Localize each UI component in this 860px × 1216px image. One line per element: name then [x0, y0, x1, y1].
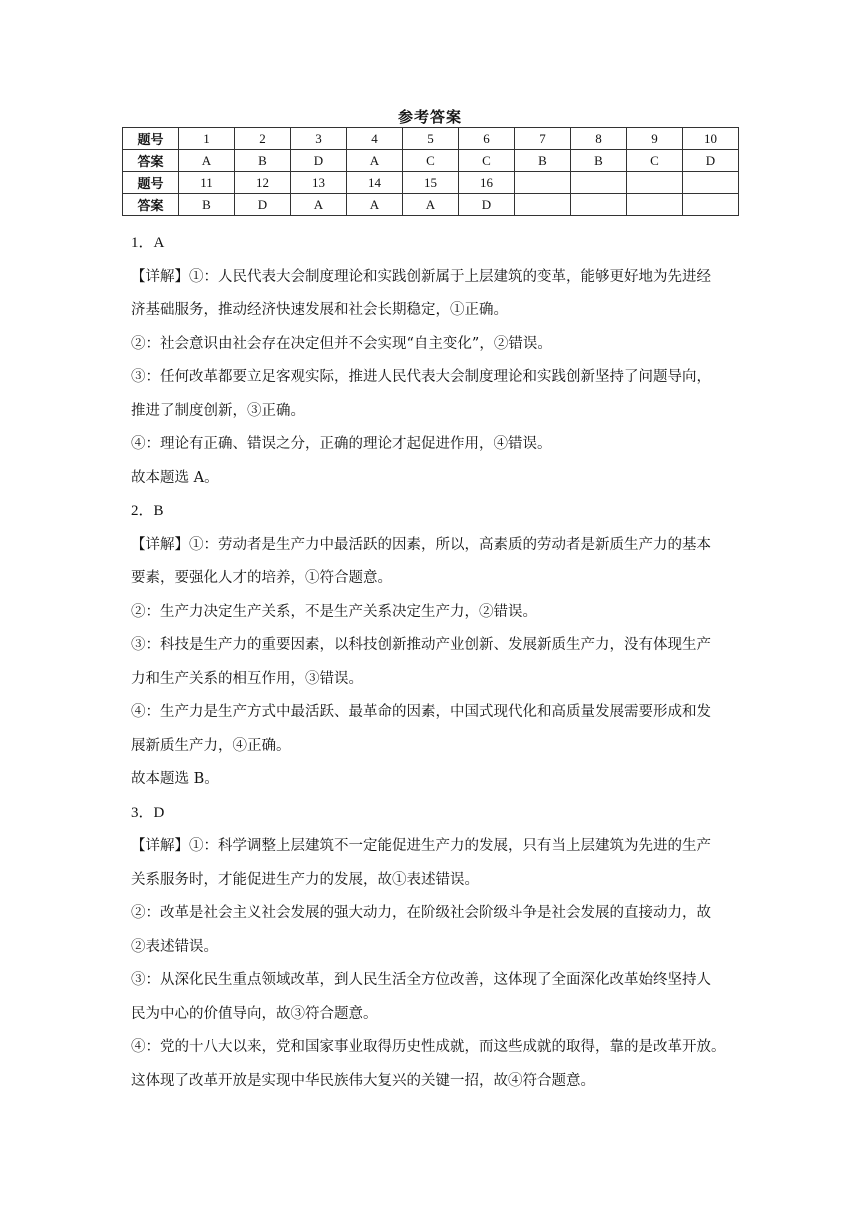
table-cell: 9: [627, 128, 683, 150]
explanation-line: 关系服务时，才能促进生产力的发展，故①表述错误。: [131, 871, 479, 888]
explanation-line: 故本题选 B。: [131, 771, 219, 787]
question-number: 1．A: [131, 235, 165, 251]
table-cell: [571, 194, 627, 216]
table-cell: A: [179, 150, 235, 172]
table-cell: 6: [459, 128, 515, 150]
table-cell: [571, 172, 627, 194]
table-cell: 12: [235, 172, 291, 194]
table-cell: 4: [347, 128, 403, 150]
explanation-line: 【详解】①：人民代表大会制度理论和实践创新属于上层建筑的变革，能够更好地为先进经: [131, 268, 711, 285]
table-cell: B: [235, 150, 291, 172]
explanation-line: 民为中心的价值导向，故③符合题意。: [131, 1005, 378, 1022]
table-cell: 13: [291, 172, 347, 194]
explanation-line: 力和生产关系的相互作用，③错误。: [131, 670, 363, 687]
table-cell: A: [403, 194, 459, 216]
table-cell: 2: [235, 128, 291, 150]
explanation-line: 【详解】①：科学调整上层建筑不一定能促进生产力的发展，只有当上层建筑为先进的生产: [131, 838, 711, 854]
table-cell: [515, 172, 571, 194]
table-row: [123, 150, 739, 172]
table-cell: 5: [403, 128, 459, 150]
explanation-line: ④：党的十八大以来，党和国家事业取得历史性成就，而这些成就的取得，靠的是改革开放。: [131, 1039, 726, 1055]
table-cell: 16: [459, 172, 515, 194]
table-cell: B: [179, 194, 235, 216]
explanation-line: 【详解】①：劳动者是生产力中最活跃的因素，所以，高素质的劳动者是新质生产力的基本: [131, 536, 711, 553]
explanation-line: ②：社会意识由社会存在决定但并不会实现“自主变化”，②错误。: [131, 335, 552, 352]
row-header: 答案: [123, 150, 179, 172]
table-row: [123, 172, 739, 194]
table-cell: C: [403, 150, 459, 172]
row-header: 题号: [123, 172, 179, 194]
table-cell: D: [291, 150, 347, 172]
table-cell: 8: [571, 128, 627, 150]
table-cell: 1: [179, 128, 235, 150]
page-title: 参考答案: [397, 108, 462, 126]
explanation-line: ②：生产力决定生产关系，不是生产关系决定生产力，②错误。: [131, 603, 537, 620]
explanation-line: ④：理论有正确、错误之分，正确的理论才起促进作用，④错误。: [131, 436, 552, 452]
row-header: 答案: [123, 194, 179, 216]
table-row: [123, 194, 739, 216]
explanation-line: ④：生产力是生产方式中最活跃、最革命的因素，中国式现代化和高质量发展需要形成和发: [131, 704, 711, 720]
explanation-line: ②表述错误。: [131, 938, 218, 955]
explanation-line: 推进了制度创新，③正确。: [131, 402, 305, 419]
table-cell: 3: [291, 128, 347, 150]
table-cell: [683, 172, 739, 194]
question-number: 3．D: [131, 804, 165, 821]
explanation-line: ③：从深化民生重点领域改革，到人民生活全方位改善，这体现了全面深化改革始终坚持人: [131, 972, 711, 988]
table-cell: D: [235, 194, 291, 216]
explanation-line: 展新质生产力，④正确。: [131, 737, 291, 754]
table-cell: B: [515, 150, 571, 172]
table-row: [123, 128, 739, 150]
table-cell: A: [347, 194, 403, 216]
explanation-line: 要素，要强化人才的培养，①符合题意。: [131, 570, 392, 586]
table-cell: D: [459, 194, 515, 216]
table-cell: 15: [403, 172, 459, 194]
explanation-line: 这体现了改革开放是实现中华民族伟大复兴的关键一招，故④符合题意。: [131, 1072, 595, 1089]
answer-table: [122, 127, 739, 216]
table-cell: 11: [179, 172, 235, 194]
table-cell: [683, 194, 739, 216]
table-cell: D: [683, 150, 739, 172]
table-cell: B: [571, 150, 627, 172]
table-cell: [627, 172, 683, 194]
table-cell: 10: [683, 128, 739, 150]
table-cell: [627, 194, 683, 216]
table-cell: 7: [515, 128, 571, 150]
table-cell: [515, 194, 571, 216]
explanation-line: ②：改革是社会主义社会发展的强大动力，在阶级社会阶级斗争是社会发展的直接动力，故: [131, 905, 711, 921]
table-cell: A: [347, 150, 403, 172]
row-header: 题号: [123, 128, 179, 150]
table-cell: C: [459, 150, 515, 172]
question-number: 2．B: [131, 503, 164, 519]
explanation-line: 故本题选 A。: [131, 469, 219, 486]
answer-explanations: [131, 227, 731, 1098]
explanation-line: ③：任何改革都要立足客观实际，推进人民代表大会制度理论和实践创新坚持了问题导向，: [131, 369, 711, 385]
table-cell: C: [627, 150, 683, 172]
explanation-line: ③：科技是生产力的重要因素，以科技创新推动产业创新、发展新质生产力，没有体现生产: [131, 637, 711, 653]
table-cell: 14: [347, 172, 403, 194]
table-cell: A: [291, 194, 347, 216]
explanation-line: 济基础服务，推动经济快速发展和社会长期稳定，①正确。: [131, 302, 508, 318]
